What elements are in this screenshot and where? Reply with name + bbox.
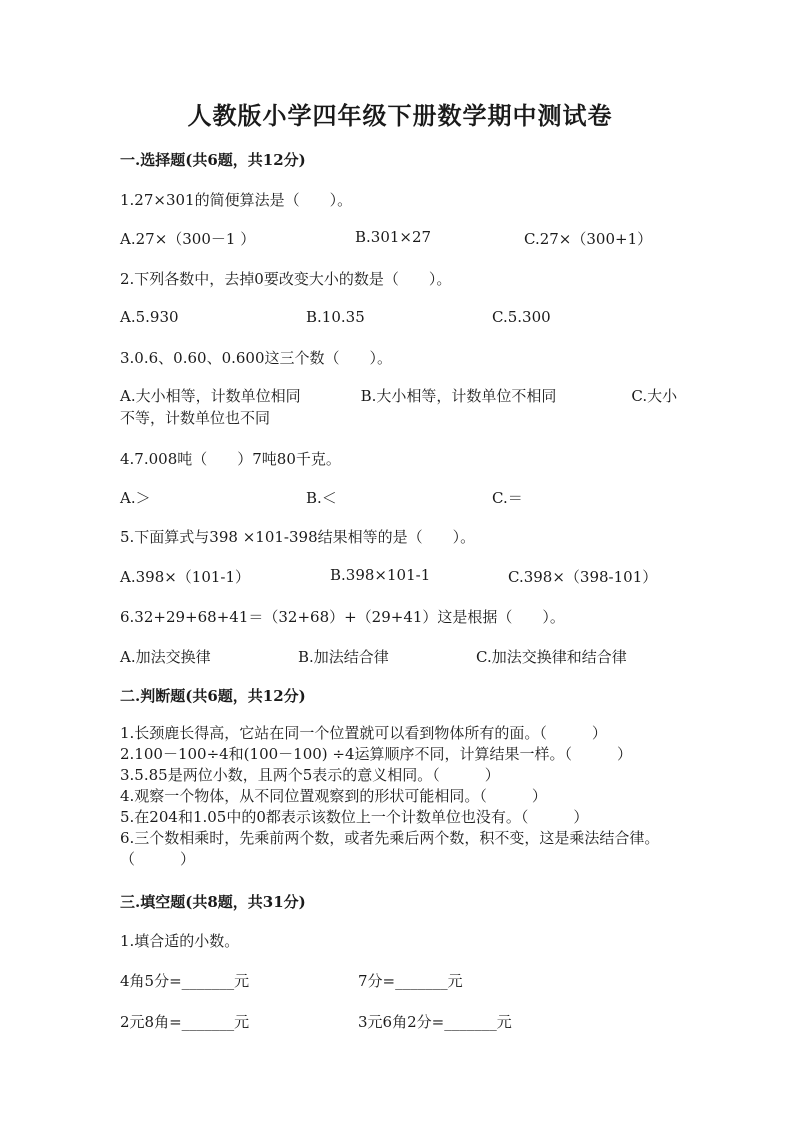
question-stem: 4.7.008吨（ ）7吨80千克。 <box>120 450 341 468</box>
page-title: 人教版小学四年级下册数学期中测试卷 <box>187 101 613 130</box>
option-a: A.5.930 <box>120 308 179 326</box>
option-b: B.加法结合律 <box>298 648 389 666</box>
question-stem: 5.下面算式与398 ×101-398结果相等的是（ ）。 <box>120 528 476 546</box>
option-c: C.27×（300+1） <box>524 230 653 248</box>
section-heading-fill: 三.填空题(共8题，共31分) <box>120 893 306 911</box>
question-stem: 1.填合适的小数。 <box>120 932 240 950</box>
judgment-item: 5.在204和1.05中的0都表示该数位上一个计数单位也没有。（ ） <box>120 808 589 826</box>
fill-blank: 3元6角2分=_______元 <box>358 1013 512 1031</box>
fill-blank: 4角5分=_______元 <box>120 972 250 990</box>
question-stem: 1.27×301的简便算法是（ ）。 <box>120 191 353 209</box>
judgment-item: 2.100－100÷4和(100－100) ÷4运算顺序不同，计算结果一样。（ ） <box>120 745 633 763</box>
question-options-wrapped: A.大小相等，计数单位相同 B.大小相等，计数单位不相同 C.大小不等，计数单位也不同 <box>120 387 678 427</box>
option-a: A.398×（101-1） <box>120 568 251 586</box>
option-c: C.5.300 <box>492 308 551 326</box>
question-stem: 6.32+29+68+41＝（32+68）+（29+41）这是根据（ ）。 <box>120 608 565 626</box>
section-heading-choice: 一.选择题(共6题，共12分) <box>120 151 306 169</box>
option-b: B.10.35 <box>306 308 365 326</box>
judgment-item: 4.观察一个物体，从不同位置观察到的形状可能相同。（ ） <box>120 787 547 805</box>
judgment-item: 3.5.85是两位小数，且两个5表示的意义相同。（ ） <box>120 766 500 784</box>
fill-blank: 2元8角=_______元 <box>120 1013 250 1031</box>
option-b: B.＜ <box>306 489 337 507</box>
option-c: C.加法交换律和结合律 <box>476 648 627 666</box>
judgment-item: 1.长颈鹿长得高，它站在同一个位置就可以看到物体所有的面。（ ） <box>120 724 607 742</box>
judgment-item: 6.三个数相乘时，先乘前两个数，或者先乘后两个数，积不变，这是乘法结合律。（ ） <box>120 829 660 868</box>
question-stem: 3.0.6、0.60、0.600这三个数（ ）。 <box>120 349 393 367</box>
option-c: C.＝ <box>492 489 523 507</box>
option-b: B.301×27 <box>355 228 432 246</box>
judgment-list <box>120 723 680 870</box>
option-a: A.27×（300－1 ） <box>120 230 256 248</box>
question-stem: 2.下列各数中，去掉0要改变大小的数是（ ）。 <box>120 270 452 288</box>
option-a: A.＞ <box>120 489 151 507</box>
option-a: A.加法交换律 <box>120 648 211 666</box>
option-c: C.398×（398-101） <box>508 568 658 586</box>
option-b: B.398×101-1 <box>330 566 431 584</box>
fill-blank: 7分=_______元 <box>358 972 463 990</box>
section-heading-judgment: 二.判断题(共6题，共12分) <box>120 687 306 705</box>
